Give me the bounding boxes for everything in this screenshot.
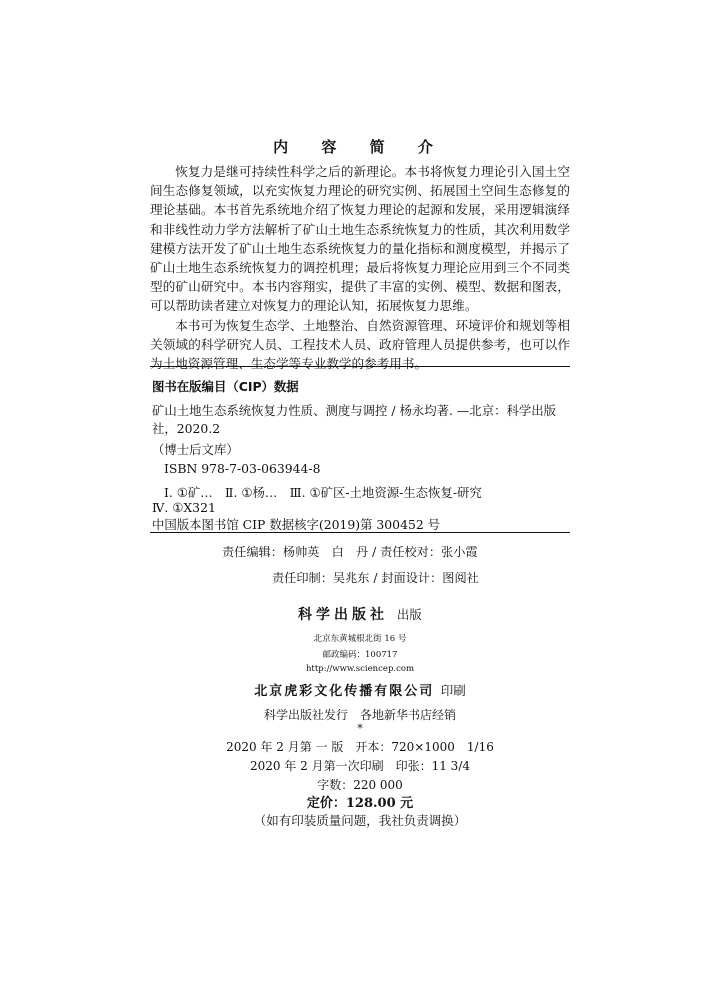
price: 定价：128.00 元 bbox=[306, 796, 414, 811]
website: http://www.sciencep.com bbox=[305, 664, 415, 674]
publisher-address: 北京东黄城根北街 16 号 bbox=[313, 634, 407, 644]
cip-classification: Ⅰ. ①矿… Ⅱ. ①杨… Ⅲ. ①矿区-土地资源-生态恢复-研究 bbox=[164, 485, 482, 500]
summary-body bbox=[150, 162, 570, 373]
cip-bottom-rule bbox=[150, 532, 570, 533]
cip-number: 中国版本图书馆 CIP 数据核字(2019)第 300452 号 bbox=[152, 517, 441, 532]
summary-title: 内 容 简 介 bbox=[273, 138, 447, 156]
publisher-name: 科学出版社 bbox=[298, 607, 389, 623]
summary-paragraph: 恢复力是继可持续性科学之后的新理论。本书将恢复力理论引入国土空间生态修复领域，以充实恢复力理论的研究实例、拓展国土空间生态修复的理论基础。本书首先系统地介绍了恢复力理论的起源和发展，采用逻辑演绎和非线性动力学方法解析了矿山土地生态系统恢复力的性质，其次利用数学建模方法开发了矿山土地生态系统恢复力的量化指标和测度模型，并揭示了矿山土地生态系统恢复力的调控机理；最后将恢复力理论应用到三个不同类型的矿山研究中。本书内容翔实，提供了丰富的实例、模型、数据和图表，可以帮助读者建立对恢复力的理论认知，拓展恢复力思维。 bbox=[150, 164, 570, 314]
cip-series: （博士后文库） bbox=[152, 442, 239, 457]
cip-entry: 矿山土地生态系统恢复力性质、测度与调控 / 杨永均著. —北京：科学出版社，2020.2 bbox=[152, 403, 557, 436]
separator-star: * bbox=[357, 722, 363, 735]
edition-info: 2020 年 2 月第 一 版 开本：720×1000 1/16 bbox=[226, 740, 494, 754]
cip-top-rule bbox=[150, 366, 570, 367]
printer-role: 印刷 bbox=[440, 683, 466, 698]
postcode: 邮政编码：100717 bbox=[322, 650, 398, 660]
cip-heading: 图书在版编目（CIP）数据 bbox=[152, 379, 299, 394]
cip-classification-code: Ⅳ. ①X321 bbox=[152, 500, 216, 515]
publisher-role: 出版 bbox=[396, 607, 422, 622]
printer-name: 北京虎彩文化传播有限公司 bbox=[254, 684, 435, 699]
cip-isbn: ISBN 978-7-03-063944-8 bbox=[164, 461, 321, 476]
printing-info: 2020 年 2 月第一次印刷 印张：11 3/4 bbox=[249, 759, 470, 773]
editor-credits: 责任编辑：杨帅英 白 丹 / 责任校对：张小霞 bbox=[222, 545, 478, 559]
printer-line bbox=[0, 680, 720, 699]
quality-notice: （如有印装质量问题，我社负责调换） bbox=[253, 813, 467, 828]
publisher-line bbox=[0, 604, 720, 624]
distribution: 科学出版社发行 各地新华书店经销 bbox=[263, 708, 456, 722]
summary-paragraph: 本书可为恢复生态学、土地整治、自然资源管理、环境评价和规划等相关领域的科学研究人员、工程技术人员、政府管理人员提供参考，也可以作为土地资源管理、生态学等专业教学的参考用书。 bbox=[150, 317, 570, 372]
word-count: 字数：220 000 bbox=[317, 778, 403, 792]
production-credits: 责任印制：吴兆东 / 封面设计：图阅社 bbox=[272, 571, 479, 585]
